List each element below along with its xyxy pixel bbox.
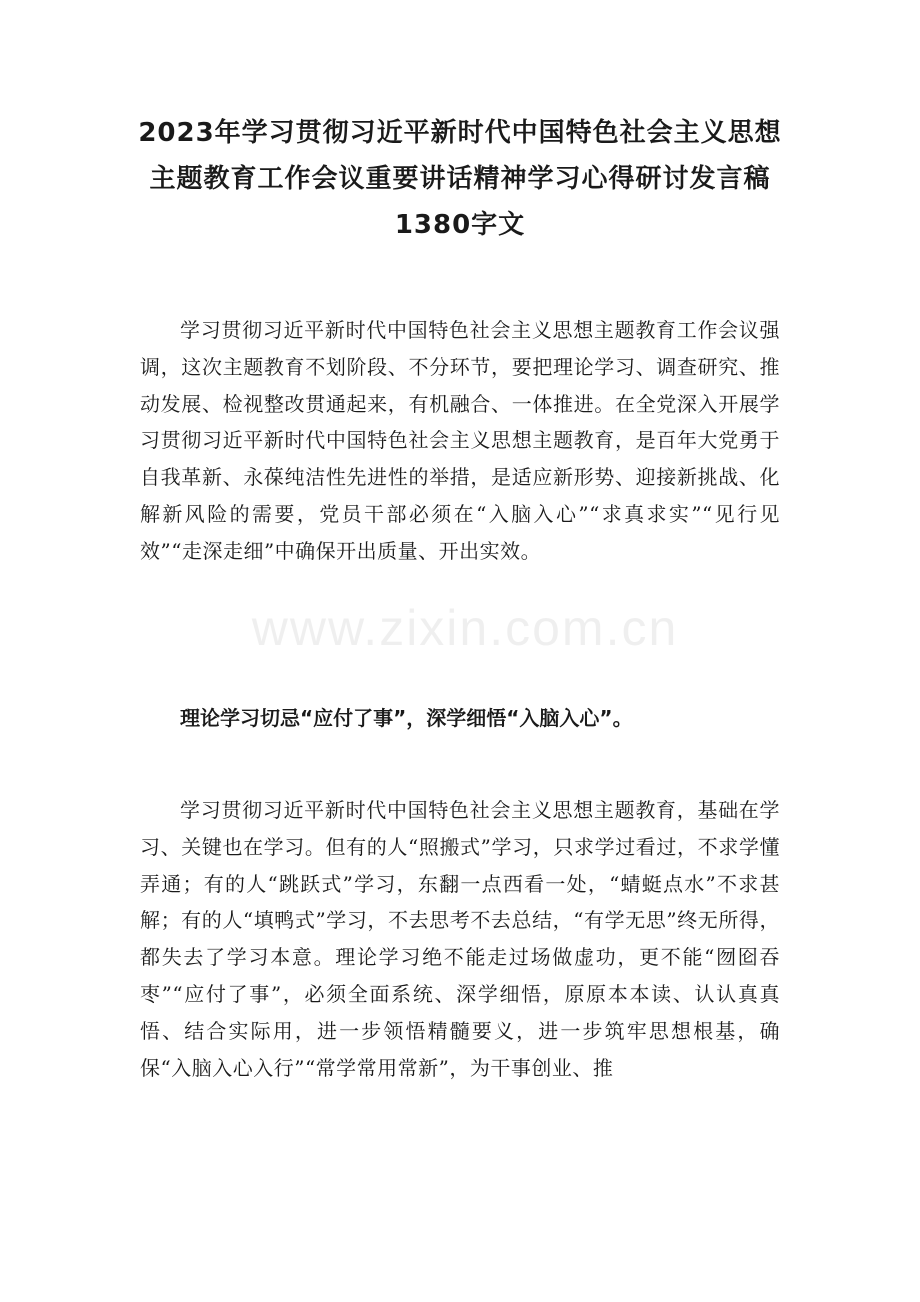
section-heading: 理论学习切忌“应付了事”，深学细悟“入脑入心”。 xyxy=(180,706,633,730)
site-watermark: www.zixin.com.cn xyxy=(251,600,679,656)
document-title: 2023年学习贯彻习近平新时代中国特色社会主义思想主题教育工作会议重要讲话精神学习心得研讨发言稿1380字文 xyxy=(138,118,782,240)
body-paragraph-1: 学习贯彻习近平新时代中国特色社会主义思想主题教育工作会议强调，这次主题教育不划阶段、不分环节，要把理论学习、调查研究、推动发展、检视整改贯通起来，有机融合、一体推进。在全党深入开展学习贯彻习近平新时代中国特色社会主义思想主题教育，是百年大党勇于自我革新、永葆纯洁性先进性的举措，是适应新形势、迎接新挑战、化解新风险的需要，党员干部必须在“入脑入心”“求真求实”“见行见效”“走深走细”中确保开出质量、开出实效。 xyxy=(140,318,780,563)
body-paragraph-2: 学习贯彻习近平新时代中国特色社会主义思想主题教育，基础在学习、关键也在学习。但有的人“照搬式”学习，只求学过看过，不求学懂弄通；有的人“跳跃式”学习，东翻一点西看一处，“蜻蜓点水”不求甚解；有的人“填鸭式”学习，不去思考不去总结，“有学无思”终无所得，都失去了学习本意。理论学习绝不能走过场做虚功，更不能“囫囵吞枣”“应付了事”，必须全面系统、深学细悟，原原本本读、认认真真悟、结合实际用，进一步领悟精髓要义，进一步筑牢思想根基，确保“入脑入心入行”“常学常用常新”，为干事创业、推 xyxy=(140,798,780,1080)
